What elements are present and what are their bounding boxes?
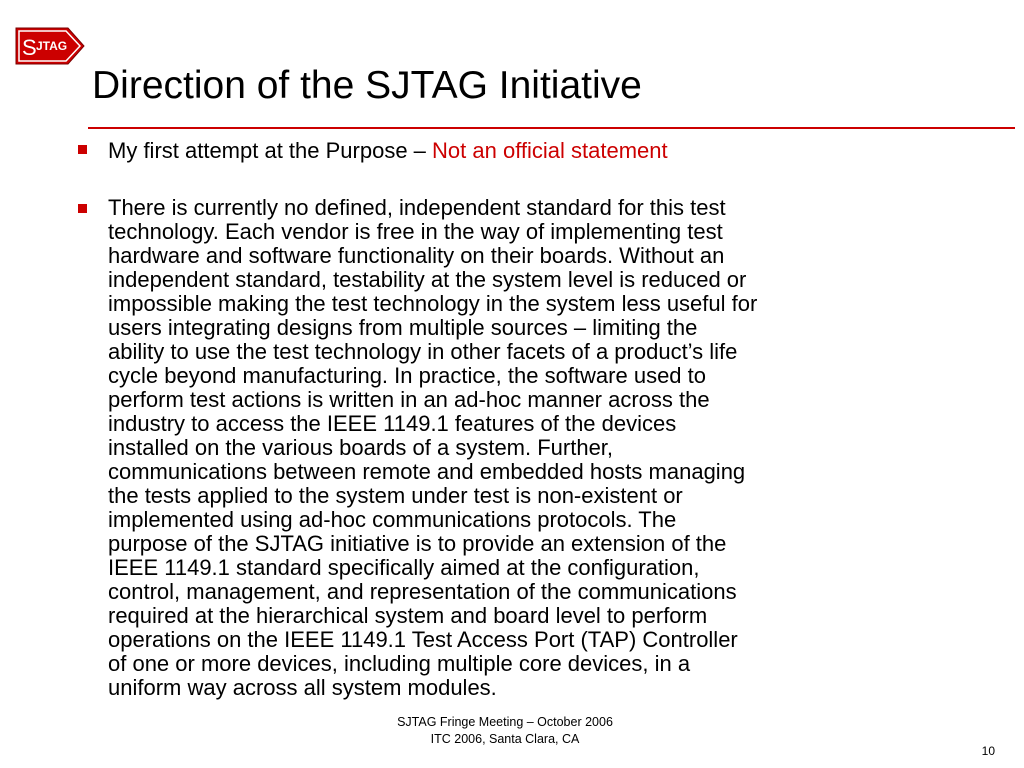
bullet-purpose-text: My first attempt at the Purpose – xyxy=(108,138,433,163)
sjtag-logo xyxy=(14,24,86,68)
body-line: independent standard, testability at the system level is reduced or xyxy=(108,267,747,292)
body-line: perform test actions is written in an ad-hoc manner across the xyxy=(108,387,710,412)
title-divider xyxy=(88,127,1015,129)
body-line: required at the hierarchical system and board level to perform xyxy=(108,603,708,628)
footer-meeting: SJTAG Fringe Meeting – October 2006 xyxy=(397,715,613,729)
bullet-marker xyxy=(78,204,87,213)
logo-text-jtag: JTAG xyxy=(36,39,68,53)
body-line: the tests applied to the system under test is non-existent or xyxy=(108,483,683,508)
body-line: There is currently no defined, independent standard for this test xyxy=(108,195,726,220)
body-line: cycle beyond manufacturing. In practice, the software used to xyxy=(108,363,706,388)
body-line: technology. Each vendor is free in the way of implementing test xyxy=(108,219,723,244)
bullet-purpose-highlight: Not an official statement xyxy=(432,138,668,163)
page-number: 10 xyxy=(981,744,995,758)
body-line: purpose of the SJTAG initiative is to provide an extension of the xyxy=(108,531,727,556)
bullet-marker xyxy=(78,145,87,154)
bullet-purpose xyxy=(108,137,668,165)
body-line: control, management, and representation of the communications xyxy=(108,579,737,604)
body-line: users integrating designs from multiple sources – limiting the xyxy=(108,315,698,340)
body-line: hardware and software functionality on their boards. Without an xyxy=(108,243,725,268)
body-line: installed on the various boards of a system. Further, xyxy=(108,435,614,460)
body-line: communications between remote and embedded hosts managing xyxy=(108,459,746,484)
bullet-body xyxy=(108,196,968,700)
body-line: operations on the IEEE 1149.1 Test Access Port (TAP) Controller xyxy=(108,627,738,652)
body-line: ability to use the test technology in other facets of a product’s life xyxy=(108,339,738,364)
body-line: uniform way across all system modules. xyxy=(108,675,497,700)
slide-footer xyxy=(330,714,680,748)
body-line: industry to access the IEEE 1149.1 features of the devices xyxy=(108,411,677,436)
body-line: implemented using ad-hoc communications protocols. The xyxy=(108,507,677,532)
slide-title: Direction of the SJTAG Initiative xyxy=(92,64,642,107)
body-line: IEEE 1149.1 standard specifically aimed at the configuration, xyxy=(108,555,700,580)
logo-text-s: S xyxy=(22,35,37,60)
footer-location: ITC 2006, Santa Clara, CA xyxy=(430,732,580,746)
body-line: of one or more devices, including multiple core devices, in a xyxy=(108,651,691,676)
body-line: impossible making the test technology in the system less useful for xyxy=(108,291,758,316)
